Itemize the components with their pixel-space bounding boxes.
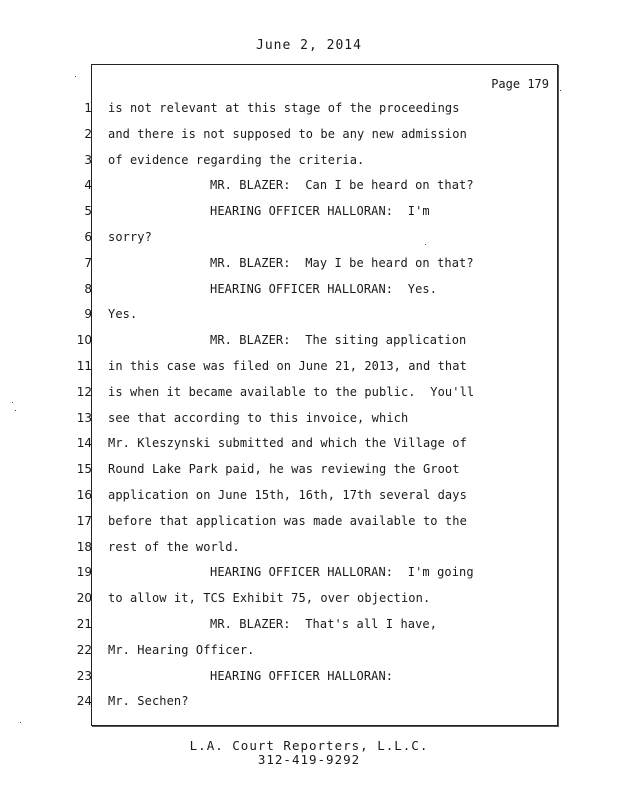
line-number: 19 xyxy=(76,565,92,580)
line-number: 21 xyxy=(76,617,92,631)
line-number: 1 xyxy=(84,101,92,115)
transcript-line-text: in this case was filed on June 21, 2013, and that xyxy=(108,359,467,373)
transcript-line-text: Mr. Sechen? xyxy=(108,694,189,709)
transcript-line-text: HEARING OFFICER HALLORAN: Yes. xyxy=(210,281,438,296)
transcript-line-text: Round Lake Park paid, he was reviewing the Groot xyxy=(108,462,460,477)
transcript-line-text: MR. BLAZER: That's all I have, xyxy=(210,617,438,631)
transcript-line-text: before that application was made available to the xyxy=(108,513,467,528)
scan-speck xyxy=(75,76,76,77)
transcript-line-text: MR. BLAZER: May I be heard on that? xyxy=(210,255,474,270)
transcript-line-text: sorry? xyxy=(108,230,152,244)
line-number: 12 xyxy=(76,384,92,399)
transcript-line-text: application on June 15th, 16th, 17th several days xyxy=(108,488,467,502)
scan-speck xyxy=(20,722,21,723)
line-number: 22 xyxy=(76,642,92,657)
scan-speck xyxy=(12,402,13,403)
transcript-line-text: of evidence regarding the criteria. xyxy=(108,152,365,167)
transcript-line-text: Yes. xyxy=(108,307,138,322)
transcript-line-text: HEARING OFFICER HALLORAN: xyxy=(210,668,394,683)
transcript-date-header: June 2, 2014 xyxy=(256,38,362,53)
transcript-line-text: HEARING OFFICER HALLORAN: I'm going xyxy=(210,565,474,580)
transcript-line-text: see that according to this invoice, which xyxy=(108,410,409,425)
line-number: 24 xyxy=(76,694,92,709)
footer-phone: 312-419-9292 xyxy=(257,752,361,767)
footer-company: L.A. Court Reporters, L.L.C. xyxy=(189,738,429,753)
transcript-line-text: MR. BLAZER: The siting application xyxy=(210,333,467,348)
page-number-label: Page 179 xyxy=(491,77,549,91)
line-number: 10 xyxy=(76,333,92,348)
scan-speck xyxy=(15,410,16,411)
line-number: 14 xyxy=(76,436,92,451)
transcript-line-text: Mr. Kleszynski submitted and which the Village of xyxy=(108,436,467,451)
transcript-line-text: is when it became available to the public. You'll xyxy=(108,384,475,399)
line-number: 16 xyxy=(76,488,92,502)
line-number: 3 xyxy=(84,152,92,167)
line-number: 20 xyxy=(76,591,92,606)
line-number: 15 xyxy=(76,462,92,477)
line-number: 7 xyxy=(84,255,92,270)
transcript-line-text: to allow it, TCS Exhibit 75, over objection. xyxy=(108,591,431,606)
transcript-line-text: rest of the world. xyxy=(108,539,240,554)
transcript-line-text: HEARING OFFICER HALLORAN: I'm xyxy=(210,204,430,219)
transcript-line-text: MR. BLAZER: Can I be heard on that? xyxy=(210,178,474,193)
line-number: 5 xyxy=(84,204,92,219)
transcript-page-frame xyxy=(76,64,558,726)
line-number: 23 xyxy=(76,668,92,683)
transcript-line-text: Mr. Hearing Officer. xyxy=(108,642,255,657)
transcript-line-text: and there is not supposed to be any new admission xyxy=(108,126,467,141)
scan-speck xyxy=(425,244,426,245)
transcript-line-text: is not relevant at this stage of the proceedings xyxy=(108,101,460,115)
line-number: 6 xyxy=(84,230,92,244)
scan-speck xyxy=(560,90,561,91)
line-number: 4 xyxy=(84,178,92,193)
line-number: 17 xyxy=(76,513,92,528)
line-number: 2 xyxy=(84,126,92,141)
line-number: 13 xyxy=(76,410,92,425)
line-number: 8 xyxy=(84,281,92,296)
line-number: 11 xyxy=(76,359,92,373)
line-number: 9 xyxy=(84,307,92,322)
line-number: 18 xyxy=(76,539,92,554)
transcript-lines xyxy=(76,65,557,725)
